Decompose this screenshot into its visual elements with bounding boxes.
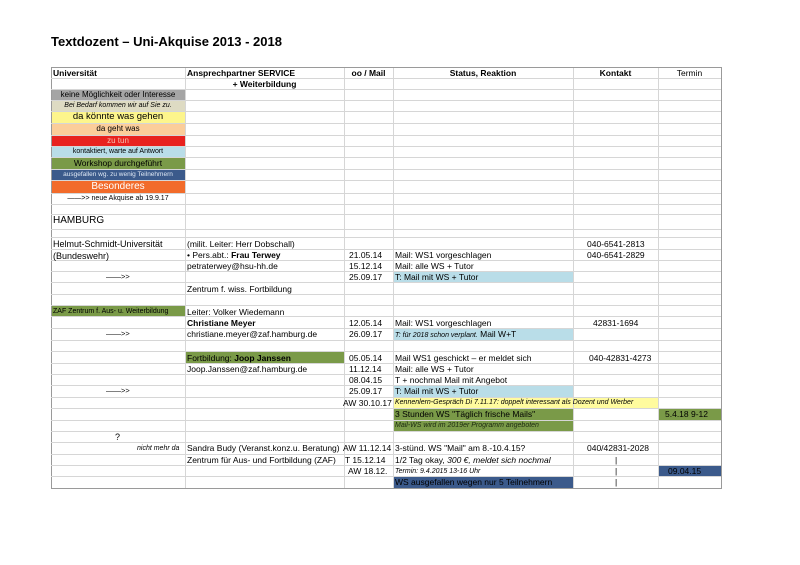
- zaf-arrow1: ——>>: [106, 329, 130, 338]
- budy-status2: [395, 454, 551, 466]
- col-line: [721, 67, 722, 489]
- col-line: [573, 67, 574, 489]
- hsu-contact2-prefix: • Pers.abt.:: [187, 250, 232, 260]
- header-universitaet: Universität: [53, 68, 97, 78]
- budy-status2-a: 1/2 Tag okay,: [395, 455, 448, 465]
- hsu-contact1: (milit. Leiter: Herr Dobschall): [187, 239, 295, 249]
- zaf-status2-rest: Mail W+T: [477, 329, 517, 339]
- fort-date3: 08.04.15: [349, 375, 383, 385]
- zaf-leiter: Leiter: Volker Wiedemann: [187, 307, 285, 317]
- col-line: [185, 67, 186, 489]
- fort-status6: 3 Stunden WS "Täglich frische Mails": [395, 409, 536, 419]
- col-line: [658, 67, 659, 489]
- fort-mail: Joop.Janssen@zaf.hamburg.de: [187, 364, 308, 374]
- legend-bedarf: Bei Bedarf kommen wir auf Sie zu.: [64, 102, 172, 109]
- budy-bar1: |: [615, 455, 618, 465]
- hsu-date2: 15.12.14: [349, 261, 383, 271]
- row-line: [51, 229, 721, 230]
- hsu-status1: Mail: WS1 vorgeschlagen: [395, 250, 492, 260]
- question-mark: ?: [115, 432, 121, 442]
- header-ansprechpartner: Ansprechpartner SERVICE: [187, 68, 296, 78]
- fort-date2: 11.12.14: [349, 364, 382, 374]
- row-line: [51, 214, 721, 215]
- legend-ausgefallen: ausgefallen wg. zu wenig Teilnehmern: [63, 171, 173, 178]
- legend-neue: ——>> neue Akquise ab 19.9.17: [67, 195, 169, 202]
- header-weiterbildung: + Weiterbildung: [232, 79, 297, 89]
- spreadsheet-grid: [51, 67, 721, 489]
- budy-bar3: |: [615, 477, 618, 487]
- budy-date3: AW 18.12.: [348, 466, 388, 476]
- zaf-status2-italic: T: für 2018 schon verplant.: [395, 332, 478, 339]
- header-oo-mail: oo / Mail: [351, 68, 386, 78]
- zfw: Zentrum f. wiss. Fortbildung: [187, 284, 292, 294]
- fort-name-bold: Joop Janssen: [234, 353, 291, 363]
- nicht-mehr: nicht mehr da: [137, 445, 180, 452]
- hsu-date3: 25.09.17: [349, 272, 383, 282]
- legend-koennte: da könnte was gehen: [72, 111, 164, 122]
- budy-date1: AW 11.12.14: [343, 443, 392, 453]
- budy: Sandra Budy (Veranst.konz.u. Beratung): [187, 443, 340, 453]
- legend-zu-tun: zu tun: [107, 136, 129, 145]
- legend-geht: da geht was: [96, 124, 140, 133]
- budy-kontakt: 040/42831-2028: [587, 443, 649, 453]
- row-line: [51, 488, 721, 489]
- fort-kontakt: 040-42831-4273: [589, 353, 652, 363]
- row-line: [51, 374, 721, 375]
- hsu-contact3: petraterwey@hsu-hh.de: [187, 261, 278, 271]
- row-line: [51, 431, 721, 432]
- header-kontakt: Kontakt: [599, 68, 632, 78]
- legend-kontaktiert: kontaktiert, warte auf Antwort: [72, 148, 164, 155]
- col-line: [344, 67, 345, 489]
- zentrum-aus: Zentrum für Aus- und Fortbildung (ZAF): [187, 455, 336, 465]
- col-line: [393, 67, 394, 489]
- header-termin: Termin: [676, 68, 703, 78]
- hsu-contact2-name: Frau Terwey: [231, 250, 281, 260]
- legend-keine: keine Möglichkeit oder Interesse: [60, 90, 176, 99]
- budy-date2: T 15.12.14: [345, 455, 386, 465]
- fort-status2: Mail: alle WS + Tutor: [395, 364, 474, 374]
- row-line: [51, 385, 721, 386]
- section-hamburg: HAMBURG: [53, 215, 105, 226]
- budy-status2-b: 300 €, meldet sich nochmal: [447, 455, 551, 465]
- fort-date4: 25.09.17: [349, 386, 383, 396]
- budy-status4: WS ausgefallen wegen nur 5 Teilnehmern: [395, 477, 553, 487]
- header-status: Status, Reaktion: [449, 68, 517, 78]
- zaf-meyer: Christiane Meyer: [187, 318, 256, 328]
- legend-besonderes: Besonderes: [91, 181, 145, 192]
- hsu-kontakt2: 040-6541-2829: [587, 250, 645, 260]
- legend-workshop: Workshop durchgeführt: [73, 158, 163, 168]
- budy-termin: 09.04.15: [668, 466, 702, 476]
- zaf-status2: [395, 328, 516, 342]
- zaf-date1: 12.05.14: [349, 318, 383, 328]
- row-line: [51, 294, 721, 295]
- zaf-status1: Mail: WS1 vorgeschlagen: [395, 318, 492, 328]
- zaf-name: ZAF Zentrum f. Aus- u. Weiterbildung: [53, 308, 169, 315]
- fort-status5: Kennenlern-Gespräch Di 7.11.17: doppelt interessant als Dozent und Werber: [395, 399, 634, 406]
- fort-status4: T: Mail mit WS + Tutor: [395, 386, 479, 396]
- fort-status7: Mail-WS wird im 2019er Programm angeboten: [395, 422, 539, 429]
- row-line: [51, 271, 721, 272]
- fort-date5: AW 30.10.17: [343, 398, 392, 408]
- hsu-name2: (Bundeswehr): [53, 251, 110, 261]
- zaf-meyer-mail: christiane.meyer@zaf.hamburg.de: [187, 329, 318, 339]
- fort-status1: Mail WS1 geschickt – er meldet sich: [395, 353, 532, 363]
- hsu-arrow: ——>>: [106, 272, 130, 281]
- page-title: Textdozent – Uni-Akquise 2013 - 2018: [51, 34, 282, 49]
- hsu-kontakt1: 040-6541-2813: [587, 239, 645, 249]
- fort-status3: T + nochmal Mail mit Angebot: [395, 375, 508, 385]
- row-line: [51, 420, 721, 421]
- fort-prefix: Fortbildung:: [187, 353, 235, 363]
- zaf-arrow2: ——>>: [106, 386, 130, 395]
- row-line: [51, 282, 721, 283]
- hsu-status2: Mail: alle WS + Tutor: [395, 261, 474, 271]
- budy-bar2: |: [615, 466, 618, 476]
- budy-status3: Termin: 9.4.2015 13-16 Uhr: [395, 468, 481, 475]
- hsu-date1: 21.05.14: [349, 250, 383, 260]
- hsu-name1: Helmut-Schmidt-Universität: [53, 239, 163, 249]
- zaf-kontakt1: 42831-1694: [593, 318, 639, 328]
- fort-termin: 5.4.18 9-12: [665, 409, 709, 419]
- row-line: [51, 340, 721, 341]
- budy-status1: 3-stünd. WS "Mail" am 8.-10.4.15?: [395, 443, 526, 453]
- zaf-date2: 26.09.17: [349, 329, 383, 339]
- hsu-status3: T: Mail mit WS + Tutor: [395, 272, 479, 282]
- fort-date1: 05.05.14: [349, 353, 383, 363]
